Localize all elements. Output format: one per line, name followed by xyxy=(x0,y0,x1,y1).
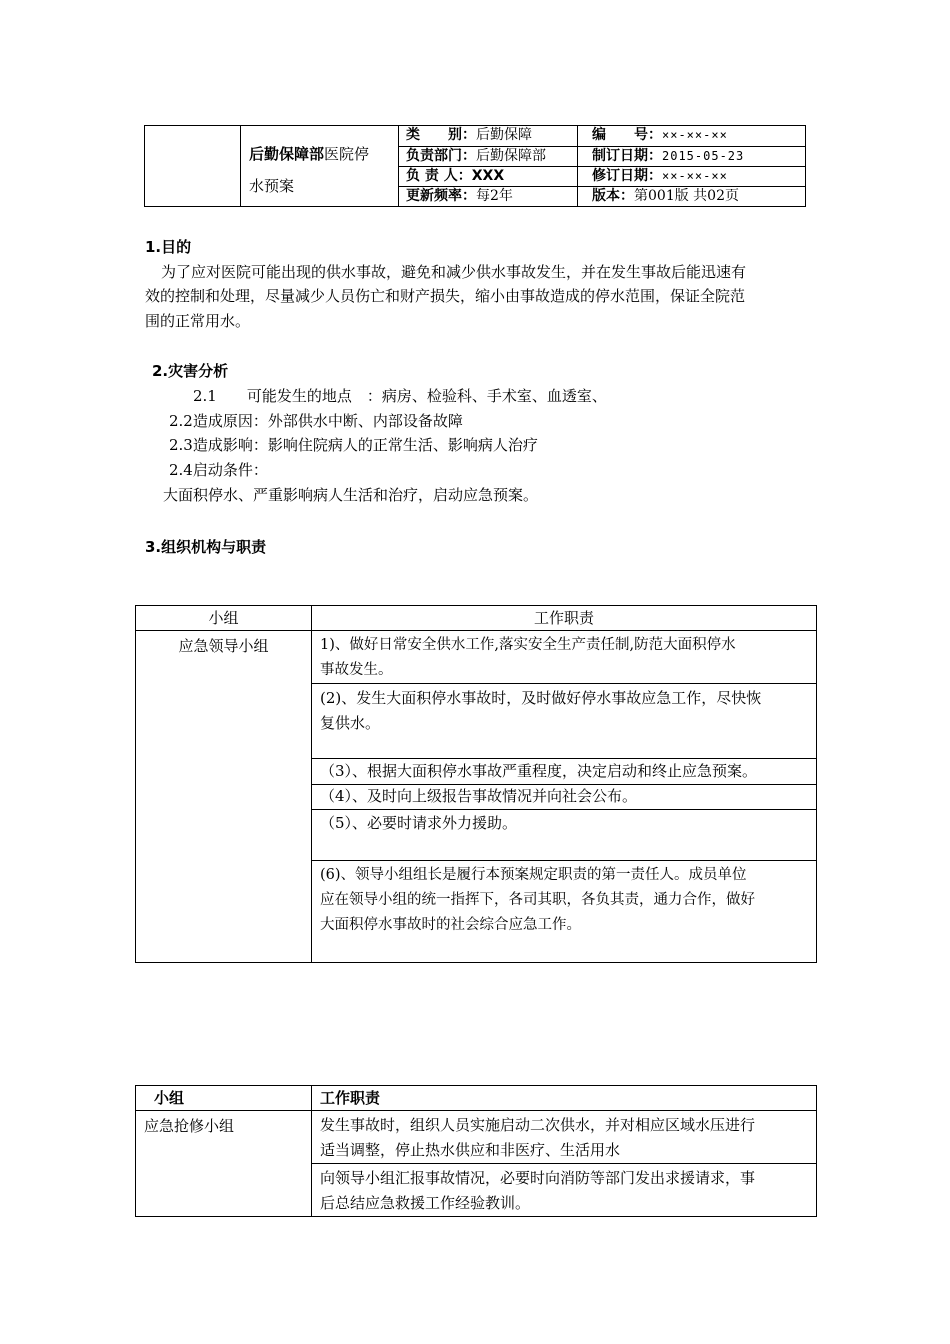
purpose-line-3: 围的正常用水。 xyxy=(145,312,251,330)
header-row-department: 负责部门：后勤保障部 制订日期：2015-05-23 xyxy=(398,146,805,167)
table-header-row xyxy=(136,606,817,631)
hazard-item-2-3: 2.3造成影响：影响住院病人的正常生活、影响病人治疗 xyxy=(169,436,538,454)
duty-cell: （5）、必要时请求外力援助。 xyxy=(312,810,817,861)
hazard-start-condition: 大面积停水、严重影响病人生活和治疗，启动应急预案。 xyxy=(163,486,539,504)
purpose-line-1: 为了应对医院可能出现的供水事故，避免和减少供水事故发生，并在发生事故后能迅速有 xyxy=(161,263,747,281)
duty-cell: （3）、根据大面积停水事故严重程度，决定启动和终止应急预案。 xyxy=(312,759,817,785)
duty-cell: 发生事故时，组织人员实施启动二次供水，并对相应区域水压进行 适当调整，停止热水供应和非医疗、生活用水 xyxy=(312,1111,817,1164)
purpose-line-2: 效的控制和处理，尽量减少人员伤亡和财产损失，缩小由事故造成的停水范围，保证全院范 xyxy=(145,287,746,305)
repair-group-table xyxy=(135,1085,817,1217)
column-header-duties: 工作职责 xyxy=(312,606,817,631)
header-row-frequency: 更新频率：每2年 版本：第001版 共02页 xyxy=(398,186,805,207)
group-name-cell: 应急领导小组 xyxy=(136,631,312,963)
duty-cell: (2)、发生大面积停水事故时，及时做好停水事故应急工作，尽快恢 复供水。 xyxy=(312,684,817,759)
header-row-owner: 负 责 人：XXX 修订日期：××-××-×× xyxy=(398,166,805,187)
document-title-line2: 水预案 xyxy=(249,177,295,195)
leadership-group-table xyxy=(135,605,817,963)
hazard-item-2-2: 2.2造成原因：外部供水中断、内部设备故障 xyxy=(169,412,463,430)
header-table xyxy=(144,125,806,207)
document-title: 后勤保障部医院停 xyxy=(249,145,370,163)
duty-cell: (6)、领导小组组长是履行本预案规定职责的第一责任人。成员单位 应在领导小组的统一指挥下，各司其职，各负其责，通力合作，做好 大面积停水事故时的社会综合应急工作。 xyxy=(312,861,817,963)
duty-cell: （4）、及时向上级报告事故情况并向社会公布。 xyxy=(312,785,817,810)
document-title-cell xyxy=(240,126,399,206)
table-row xyxy=(136,1111,817,1164)
column-header-group: 小组 xyxy=(136,606,312,631)
hazard-item-2-1: 2.1 可能发生的地点 ：病房、检验科、手术室、血透室、 xyxy=(193,387,607,405)
table-header-row xyxy=(136,1086,817,1111)
table-row xyxy=(136,631,817,684)
column-header-group: 小组 xyxy=(136,1086,312,1111)
section-heading-hazard: 2.灾害分析 xyxy=(152,362,229,380)
duty-cell: 向领导小组汇报事故情况，必要时向消防等部门发出求援请求，事 后总结应急救援工作经验教训。 xyxy=(312,1164,817,1217)
duty-cell: 1)、做好日常安全供水工作,落实安全生产责任制,防范大面积停水 事故发生。 xyxy=(312,631,817,684)
header-row-category: 类 别：后勤保障 编 号：××-××-×× xyxy=(398,126,805,146)
section-heading-purpose: 1.目的 xyxy=(145,238,192,256)
group-name-cell: 应急抢修小组 xyxy=(136,1111,312,1217)
logo-cell xyxy=(145,126,241,206)
column-header-duties: 工作职责 xyxy=(312,1086,817,1111)
hazard-item-2-4: 2.4启动条件： xyxy=(169,461,268,479)
section-heading-organization: 3.组织机构与职责 xyxy=(145,538,267,556)
